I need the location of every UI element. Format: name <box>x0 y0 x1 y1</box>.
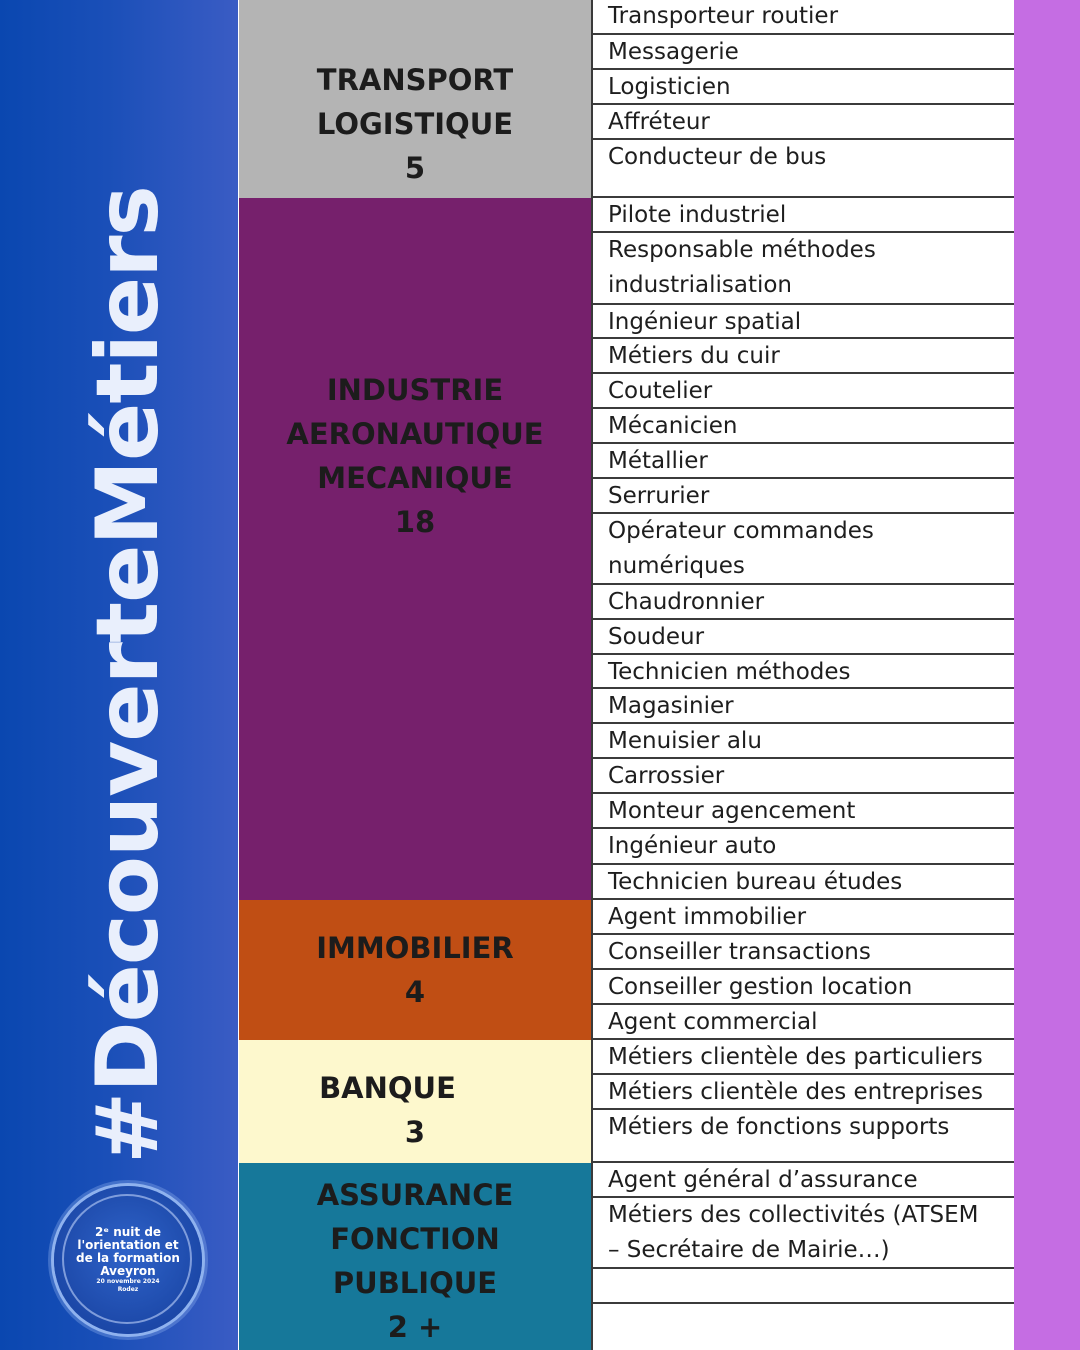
job-label: Agent général d’assurance <box>608 1167 918 1193</box>
job-label: Mécanicien <box>608 413 738 439</box>
job-label: numériques <box>608 553 745 579</box>
sector-banque <box>239 1040 593 1163</box>
job-label: Ingénieur auto <box>608 833 777 859</box>
job-label: Conseiller gestion location <box>608 974 913 1000</box>
job-label: Conseiller transactions <box>608 939 871 965</box>
job-label: Pilote industriel <box>608 202 787 228</box>
sector-transport <box>239 0 593 198</box>
job-label: Carrossier <box>608 763 725 789</box>
job-label: Menuisier alu <box>608 728 762 754</box>
job-row <box>593 233 1014 305</box>
job-label: Technicien bureau études <box>608 869 903 895</box>
sector-count: 4 <box>404 975 426 1009</box>
job-row <box>593 689 1014 724</box>
job-row <box>593 1005 1014 1040</box>
sector-count: 18 <box>394 505 436 539</box>
job-label: Métiers clientèle des entreprises <box>608 1079 983 1105</box>
job-row <box>593 0 1014 35</box>
job-row <box>593 829 1014 865</box>
badge-line-1: 2ᵉ nuit de <box>94 1225 162 1239</box>
job-label: Affréteur <box>608 109 710 135</box>
job-row <box>593 865 1014 900</box>
sector-assurance <box>239 1163 593 1350</box>
job-label: Métallier <box>608 448 708 474</box>
job-row <box>593 35 1014 70</box>
sector-name: IMMOBILIER <box>316 931 514 965</box>
job-label: Métiers de fonctions supports <box>608 1114 950 1140</box>
job-row <box>593 655 1014 689</box>
job-row-empty <box>593 1304 1014 1350</box>
event-badge-logo <box>54 1186 202 1334</box>
job-row <box>593 759 1014 794</box>
job-label: Magasinier <box>608 693 734 719</box>
job-row <box>593 1075 1014 1110</box>
job-row <box>593 724 1014 759</box>
badge-ring <box>62 1194 192 1324</box>
job-label: Coutelier <box>608 378 713 404</box>
job-row-empty <box>593 1269 1014 1304</box>
job-label: Monteur agencement <box>608 798 856 824</box>
job-label: Technicien méthodes <box>608 659 851 685</box>
sector-immobilier <box>239 900 593 1040</box>
job-row <box>593 1163 1014 1198</box>
job-label: Soudeur <box>608 624 705 650</box>
job-row <box>593 970 1014 1005</box>
sector-name: BANQUE <box>319 1070 456 1105</box>
job-label: Serrurier <box>608 483 710 509</box>
right-color-band <box>1014 0 1080 1350</box>
job-label: Métiers clientèle des particuliers <box>608 1044 983 1070</box>
sector-count: 3 <box>404 1114 426 1149</box>
job-row <box>593 70 1014 105</box>
sector-count: 5 <box>404 151 426 185</box>
sector-name: ASSURANCE FONCTION PUBLIQUE <box>316 1177 514 1300</box>
jobs-column <box>593 0 1014 1350</box>
badge-line-3: de la formation <box>76 1251 180 1265</box>
sector-name: INDUSTRIE AERONAUTIQUE MECANIQUE <box>286 373 544 495</box>
job-row <box>593 339 1014 374</box>
job-row <box>593 198 1014 233</box>
sector-industrie <box>239 198 593 900</box>
job-label: Messagerie <box>608 39 739 65</box>
job-label: Logisticien <box>608 74 731 100</box>
job-row <box>593 900 1014 935</box>
job-row <box>593 1040 1014 1075</box>
job-row <box>593 444 1014 479</box>
job-row <box>593 514 1014 585</box>
job-label: Ingénieur spatial <box>608 309 802 335</box>
job-row <box>593 105 1014 140</box>
job-row <box>593 374 1014 409</box>
job-row <box>593 305 1014 339</box>
job-row <box>593 1198 1014 1269</box>
job-row <box>593 409 1014 444</box>
job-label: – Secrétaire de Mairie…) <box>608 1237 890 1263</box>
job-label: Responsable méthodes <box>608 237 876 263</box>
badge-date: 20 novembre 2024 <box>96 1278 160 1285</box>
job-row <box>593 935 1014 970</box>
job-row <box>593 1110 1014 1163</box>
sector-name: TRANSPORT LOGISTIQUE <box>316 63 514 141</box>
job-label: Opérateur commandes <box>608 518 874 544</box>
job-row <box>593 585 1014 620</box>
job-row <box>593 794 1014 829</box>
job-label: Transporteur routier <box>608 3 839 29</box>
badge-city: Rodez <box>117 1286 139 1293</box>
sector-count: 2 + <box>387 1309 443 1344</box>
job-label: Métiers du cuir <box>608 343 780 369</box>
job-label: Métiers des collectivités (ATSEM <box>608 1202 979 1228</box>
job-label: industrialisation <box>608 272 792 298</box>
job-row <box>593 140 1014 198</box>
job-row <box>593 479 1014 514</box>
hashtag-title: #DécouverteMétiers <box>78 186 178 1164</box>
badge-line-2: l'orientation et <box>77 1238 179 1252</box>
badge-line-4: Aveyron <box>100 1264 156 1278</box>
job-label: Agent commercial <box>608 1009 818 1035</box>
job-label: Chaudronnier <box>608 589 765 615</box>
job-label: Agent immobilier <box>608 904 807 930</box>
job-row <box>593 620 1014 655</box>
job-label: Conducteur de bus <box>608 144 827 170</box>
